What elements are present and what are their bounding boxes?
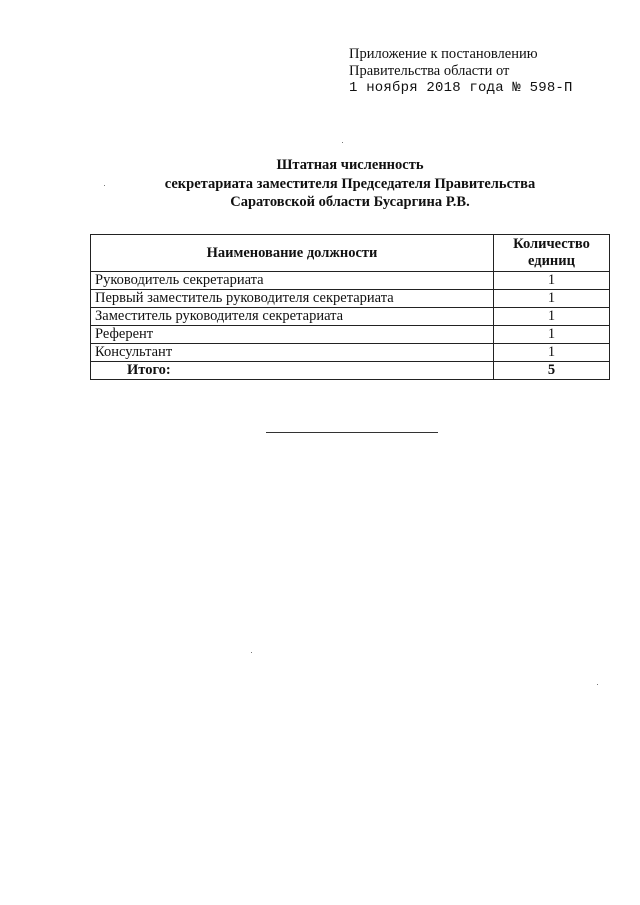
unit-count: 1 bbox=[494, 272, 610, 290]
scan-speck bbox=[104, 185, 105, 186]
unit-count: 1 bbox=[494, 290, 610, 308]
scan-speck bbox=[597, 684, 598, 685]
unit-count: 1 bbox=[494, 326, 610, 344]
table-row bbox=[91, 344, 610, 362]
unit-count: 1 bbox=[494, 344, 610, 362]
unit-count: 1 bbox=[494, 308, 610, 326]
title-line-1: Штатная численность bbox=[276, 157, 424, 173]
appendix-line-1: Приложение к постановлению bbox=[349, 46, 538, 62]
position-name: Заместитель руководителя секретариата bbox=[91, 308, 494, 326]
table-row bbox=[91, 326, 610, 344]
total-label: Итого: bbox=[91, 362, 494, 380]
position-name: Первый заместитель руководителя секретариата bbox=[91, 290, 494, 308]
total-row bbox=[91, 362, 610, 380]
appendix-header bbox=[349, 46, 573, 97]
total-count: 5 bbox=[494, 362, 610, 380]
scan-speck bbox=[342, 142, 343, 143]
title-line-3: Саратовской области Бусаргина Р.В. bbox=[230, 194, 470, 210]
staff-table bbox=[90, 234, 610, 380]
scan-speck bbox=[251, 652, 252, 653]
appendix-line-2: Правительства области от bbox=[349, 63, 510, 79]
header-count-line-1: Количество bbox=[513, 236, 590, 252]
appendix-date-number: 1 ноября 2018 года № 598-П bbox=[349, 80, 573, 96]
position-name: Руководитель секретариата bbox=[91, 272, 494, 290]
closing-divider bbox=[266, 432, 438, 433]
header-unit-count bbox=[494, 235, 610, 272]
position-name: Консультант bbox=[91, 344, 494, 362]
table-row bbox=[91, 272, 610, 290]
table-header-row bbox=[91, 235, 610, 272]
document-title bbox=[90, 156, 610, 212]
table-row bbox=[91, 290, 610, 308]
header-count-line-2: единиц bbox=[528, 253, 575, 269]
header-position-name: Наименование должности bbox=[91, 235, 494, 272]
table-row bbox=[91, 308, 610, 326]
title-line-2: секретариата заместителя Председателя Правительства bbox=[164, 175, 536, 192]
position-name: Референт bbox=[91, 326, 494, 344]
